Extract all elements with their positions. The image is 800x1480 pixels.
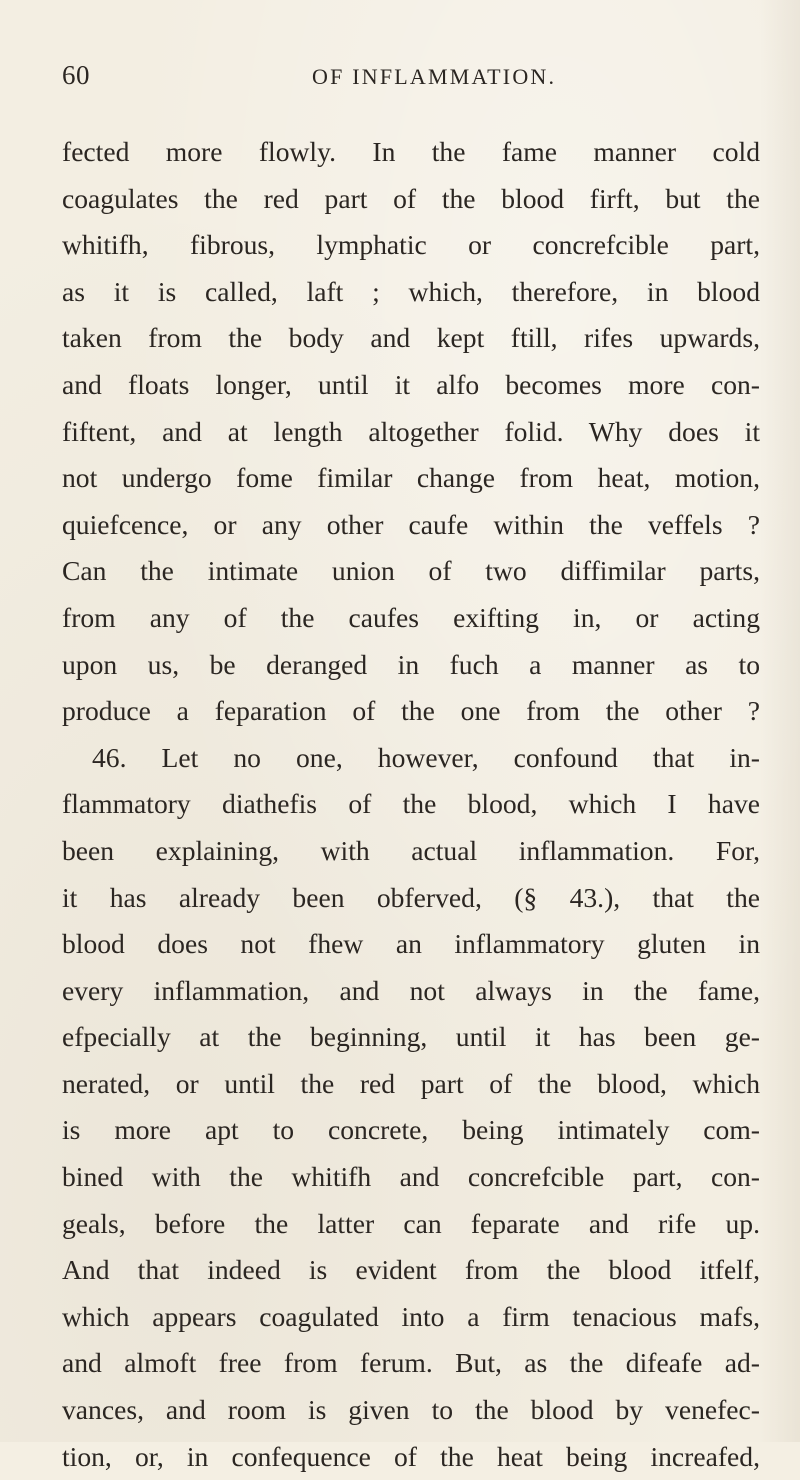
text-line: whitifh, fibrous, lymphatic or concrefcible part, [62, 229, 760, 261]
text-line: geals, before the latter can feparate and rife up. [62, 1207, 760, 1239]
body-text [62, 129, 760, 1480]
text-line: tion, or, in confequence of the heat being increafed, [62, 1440, 760, 1472]
text-line: is more apt to concrete, being intimately com- [62, 1114, 760, 1146]
text-line: quiefcence, or any other caufe within the veffels ? [62, 508, 760, 540]
text-line: which appears coagulated into a firm tenacious mafs, [62, 1300, 760, 1332]
text-line: bined with the whitifh and concrefcible part, con- [62, 1161, 760, 1193]
text-line: fected more flowly. In the fame manner cold [62, 136, 760, 167]
text-line: efpecially at the beginning, until it has been ge- [62, 1021, 760, 1053]
text-line: as it is called, laft ; which, therefore, in blood [62, 275, 760, 307]
text-line: and floats longer, until it alfo becomes more con- [62, 368, 760, 400]
page-edge-shadow [760, 0, 800, 1442]
text-line: coagulates the red part of the blood firft, but the [62, 182, 760, 214]
text-line: Can the intimate union of two diffimilar parts, [62, 555, 760, 587]
running-head: OF INFLAMMATION. [312, 64, 557, 89]
text-line: it has already been obferved, (§ 43.), that the [62, 881, 760, 913]
text-line: not undergo fome fimilar change from heat, motion, [62, 462, 760, 494]
text-line: and almoft free from ferum. But, as the difeafe ad- [62, 1347, 760, 1379]
text-line: every inflammation, and not always in the fame, [62, 974, 760, 1006]
text-line: nerated, or until the red part of the blood, which [62, 1067, 760, 1099]
text-line: flammatory diathefis of the blood, which I have [62, 788, 760, 820]
text-line: been explaining, with actual inflammation. For, [62, 834, 760, 866]
page-number: 60 [62, 60, 90, 90]
text-line: vances, and room is given to the blood by venefec- [62, 1394, 760, 1426]
text-line: from any of the caufes exifting in, or acting [62, 601, 760, 633]
section-start-line: 46. Let no one, however, confound that in- [92, 741, 760, 773]
text-line: produce a feparation of the one from the other ? [62, 695, 760, 727]
text-line: taken from the body and kept ftill, rifes upwards, [62, 322, 760, 354]
text-line: And that indeed is evident from the blood itfelf, [62, 1254, 760, 1286]
text-line: blood does not fhew an inflammatory gluten in [62, 928, 760, 960]
text-line: fiftent, and at length altogether folid. Why does it [62, 415, 760, 447]
text-line: upon us, be deranged in fuch a manner as to [62, 648, 760, 680]
page-header [0, 60, 800, 100]
